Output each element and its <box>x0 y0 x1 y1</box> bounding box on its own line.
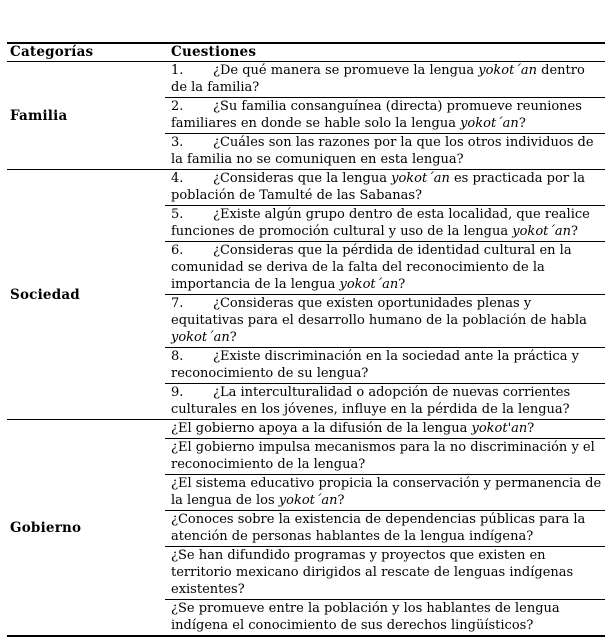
language-name-italic: yokot'an <box>471 421 528 436</box>
question-text: ¿Conoces sobre la existencia de dependencias públicas para la atención de personas hablantes de la lengua indígena? <box>171 512 586 544</box>
category-label: Familia <box>10 107 68 124</box>
question-item <box>165 439 605 475</box>
question-text: ? <box>229 330 237 345</box>
question-text: ¿Existe discriminación en la sociedad ante la práctica y reconocimiento de su lengua? <box>171 349 579 381</box>
table-container <box>7 42 605 637</box>
question-text: ¿Su familia consanguínea (directa) promueve reuniones familiares en donde se hable solo la lengua <box>171 99 582 131</box>
question-item <box>165 98 605 134</box>
question-text: ¿Cuáles son las razones por la que los otros individuos de la familia no se comuniquen en esta lengua? <box>171 135 594 167</box>
column-header-cuestiones: Cuestiones <box>165 43 605 62</box>
question-text: ? <box>518 116 526 131</box>
language-name-italic: yokot´an <box>391 171 450 186</box>
question-item <box>165 62 605 98</box>
question-number: 9. <box>171 385 184 400</box>
section-sociedad <box>7 170 605 420</box>
question-text: ? <box>527 421 535 436</box>
question-number: 6. <box>171 243 184 258</box>
language-name-italic: yokot´an <box>339 277 399 292</box>
question-item <box>165 134 605 169</box>
language-name-italic: yokot´an <box>460 116 519 131</box>
question-item <box>165 420 605 439</box>
question-item <box>165 295 605 348</box>
language-name-italic: yokot´an <box>278 493 338 508</box>
questions-cell <box>165 170 605 420</box>
question-number: 7. <box>171 296 184 311</box>
question-item <box>165 600 605 635</box>
question-text: ¿El sistema educativo propicia la conservación y permanencia de la lengua de los <box>171 476 602 508</box>
question-item <box>165 206 605 242</box>
language-name-italic: yokot´an <box>171 330 230 345</box>
question-item <box>165 475 605 511</box>
question-item <box>165 384 605 419</box>
question-item <box>165 170 605 206</box>
question-item <box>165 511 605 547</box>
questions-cell <box>165 62 605 170</box>
question-text: ¿Consideras que la lengua <box>213 171 392 186</box>
question-text: ¿Existe algún grupo dentro de esta localidad, que realice funciones de promoción cultural y uso de la lengua <box>171 207 590 239</box>
question-text: ¿Consideras que la pérdida de identidad cultural en la comunidad se deriva de la falta del reconocimiento de la importancia de la lengua <box>171 243 572 292</box>
question-number: 4. <box>171 171 184 186</box>
table-header-row <box>7 43 605 62</box>
category-label: Sociedad <box>10 286 80 303</box>
question-text: ¿El gobierno impulsa mecanismos para la no discriminación y el reconocimiento de la lengua? <box>171 440 595 472</box>
language-name-italic: yokot´an <box>478 63 537 78</box>
question-number: 8. <box>171 349 184 364</box>
question-number: 1. <box>171 63 184 78</box>
question-number: 2. <box>171 99 184 114</box>
section-gobierno <box>7 420 605 637</box>
questions-cell <box>165 420 605 637</box>
question-text: ¿De qué manera se promueve la lengua <box>213 63 479 78</box>
question-number: 3. <box>171 135 184 150</box>
section-familia <box>7 62 605 170</box>
table-body <box>7 62 605 637</box>
question-text: dentro de la familia? <box>171 63 585 95</box>
question-text: ? <box>398 277 406 292</box>
question-number: 5. <box>171 207 184 222</box>
question-text: es practicada por la población de Tamulté de las Sabanas? <box>171 171 586 203</box>
question-text: ¿El gobierno apoya a la difusión de la lengua <box>171 421 472 436</box>
questionnaire-table <box>7 42 605 637</box>
question-text: ? <box>337 493 345 508</box>
question-text: ? <box>571 224 578 239</box>
language-name-italic: yokot´an <box>512 224 571 239</box>
question-text: ¿Se promueve entre la población y los hablantes de lengua indígena el conocimiento de sus derechos lingüísticos? <box>171 601 560 633</box>
question-item <box>165 348 605 384</box>
question-text: ¿La interculturalidad o adopción de nuevas corrientes culturales en los jóvenes, influye en la pérdida de la lengua? <box>171 385 571 417</box>
question-item <box>165 242 605 295</box>
question-text: ¿Consideras que existen oportunidades plenas y equitativas para el desarrollo humano de la población de habla <box>171 296 587 328</box>
column-header-categorias: Categorías <box>7 43 165 62</box>
question-text: ¿Se han difundido programas y proyectos que existen en territorio mexicano dirigidos al rescate de lenguas indígenas existentes? <box>171 548 574 597</box>
question-item <box>165 547 605 600</box>
category-label: Gobierno <box>10 519 82 536</box>
